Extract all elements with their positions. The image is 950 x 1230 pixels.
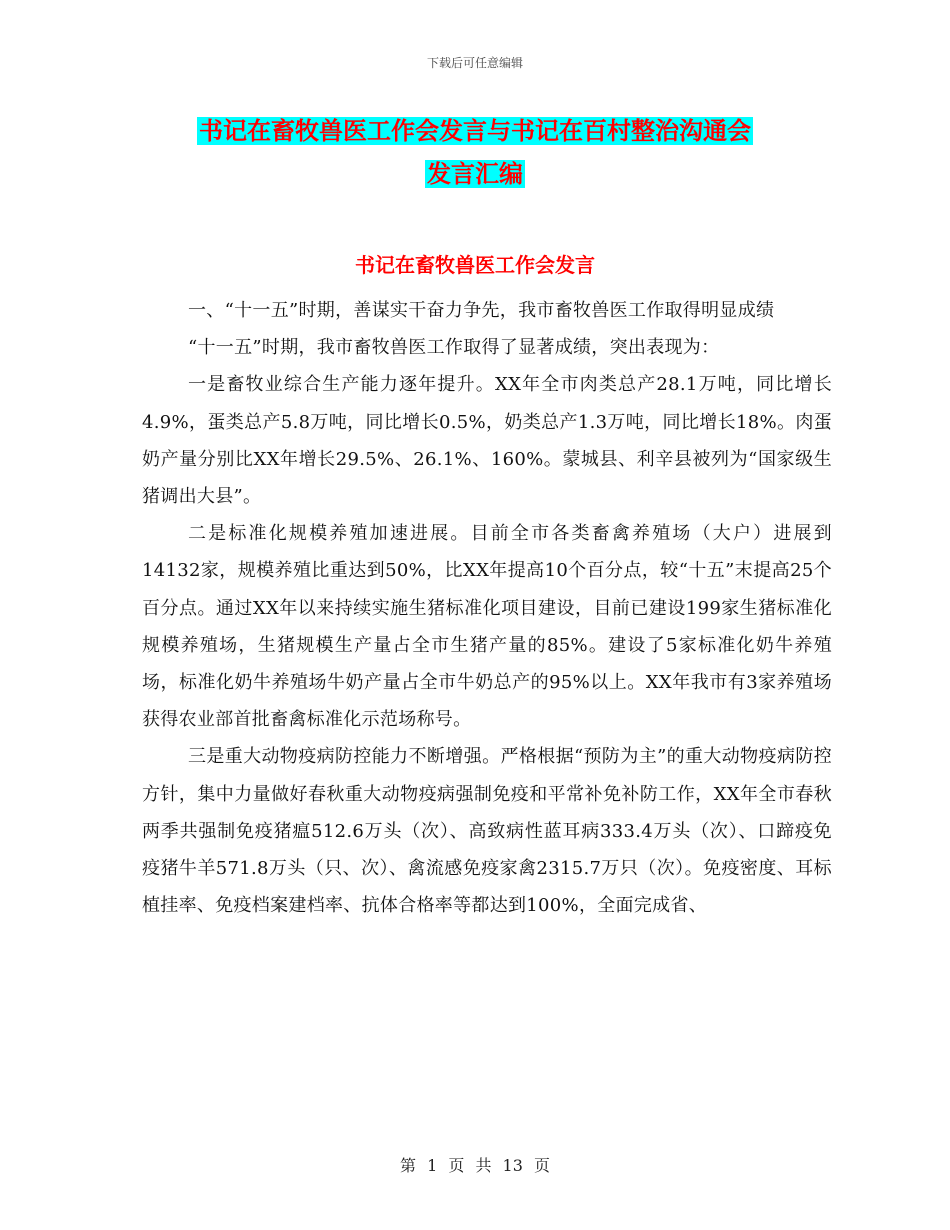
paragraph-heading: 一、“十一五”时期，善谋实干奋力争先，我市畜牧兽医工作取得明显成绩 — [188, 300, 775, 321]
section-title: 书记在畜牧兽医工作会发言 — [355, 253, 595, 277]
body-text — [142, 292, 832, 924]
paragraph: 一是畜牧业综合生产能力逐年提升。XX年全市肉类总产28.1万吨，同比增长4.9%，蛋类总产5.8万吨，同比增长0.5%，奶类总产1.3万吨，同比增长18%。肉蛋奶产量分别比XX年增长29.5%、26.1%、160%。蒙城县、利辛县被列为“国家级生猪调出大县”。 — [142, 374, 832, 508]
paragraph: 二是标准化规模养殖加速进展。目前全市各类畜禽养殖场（大户）进展到14132家，规模养殖比重达到50%，比XX年提高10个百分点，较“十五”末提高25个百分点。通过XX年以来持续实施生猪标准化项目建设，目前已建设199家生猪标准化规模养殖场，生猪规模生产量占全市生猪产量的85%。建设了5家标准化奶牛养殖场，标准化奶牛养殖场牛奶产量占全市牛奶总产的95%以上。XX年我市有3家养殖场获得农业部首批畜禽标准化示范场称号。 — [142, 523, 832, 731]
paragraph: “十一五”时期，我市畜牧兽医工作取得了显著成绩，突出表现为： — [188, 337, 720, 359]
document-title-highlight-2: 发言汇编 — [427, 160, 523, 188]
header-note: 下载后可任意编辑 — [426, 56, 523, 70]
document-title-line-2 — [0, 157, 950, 191]
document-title-highlight-1: 书记在畜牧兽医工作会发言与书记在百村整治沟通会 — [199, 117, 751, 145]
page-number-footer: 第 1 页 共 13 页 — [400, 1156, 550, 1175]
document-title-line-1 — [0, 114, 950, 148]
paragraph: 三是重大动物疫病防控能力不断增强。严格根据“预防为主”的重大动物疫病防控方针，集中力量做好春秋重大动物疫病强制免疫和平常补免补防工作，XX年全市春秋两季共强制免疫猪瘟512.6万头（次）、高致病性蓝耳病333.4万头（次）、口蹄疫免疫猪牛羊571.8万头（只、次）、禽流感免疫家禽2315.7万只（次）。免疫密度、耳标植挂率、免疫档案建档率、抗体合格率等都达到100%，全面完成省、 — [142, 746, 832, 917]
